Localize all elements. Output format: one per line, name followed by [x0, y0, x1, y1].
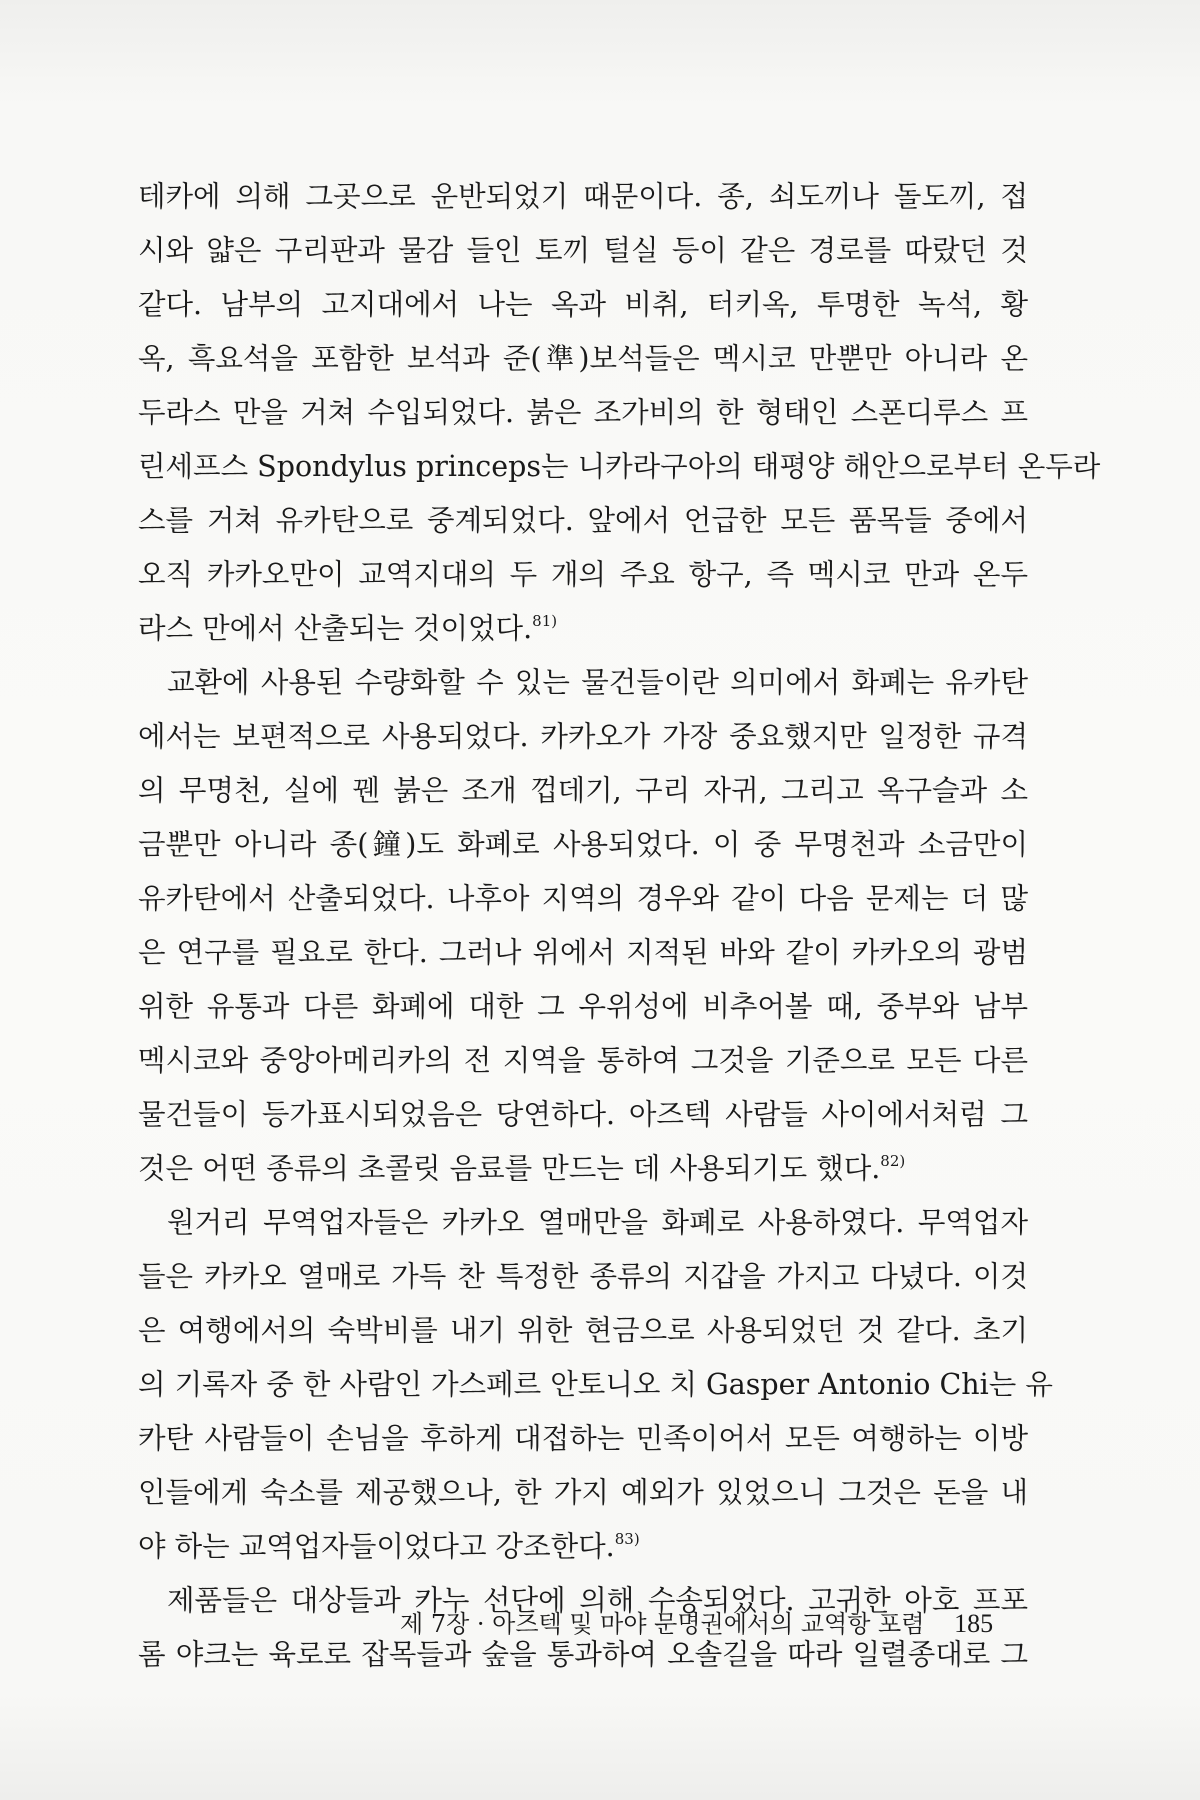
text-line [138, 1520, 1028, 1574]
text-line: 의 무명천, 실에 꿴 붉은 조개 껍데기, 구리 자귀, 그리고 옥구슬과 소 [138, 774, 1028, 807]
text-line: 카탄 사람들이 손님을 후하게 대접하는 민족이어서 모든 여행하는 이방 [138, 1422, 1028, 1455]
footnote-marker: 81) [532, 612, 558, 630]
text-line [138, 602, 1028, 656]
text-line: 두라스 만을 거쳐 수입되었다. 붉은 조가비의 한 형태인 스폰디루스 프 [138, 396, 1028, 429]
text-line: 교환에 사용된 수량화할 수 있는 물건들이란 의미에서 화폐는 유카탄 [167, 666, 1028, 699]
text-line: 물건들이 등가표시되었음은 당연하다. 아즈텍 사람들 사이에서처럼 그 [138, 1098, 1028, 1131]
page-number: 185 [954, 1609, 994, 1638]
paragraph-3 [138, 1196, 1053, 1574]
paragraph-1 [138, 170, 1101, 656]
text-line: 린세프스 Spondylus princeps는 니카라구아의 태평양 해안으로부터 온두라 [138, 450, 1101, 483]
body-text [138, 170, 1101, 1682]
text-line: 스를 거쳐 유카탄으로 중계되었다. 앞에서 언급한 모든 품목들 중에서 [138, 504, 1028, 537]
text-line: 들은 카카오 열매로 가득 찬 특정한 종류의 지갑을 가지고 다녔다. 이것 [138, 1260, 1028, 1293]
text-line: 금뿐만 아니라 종(鐘)도 화폐로 사용되었다. 이 중 무명천과 소금만이 [138, 828, 1028, 861]
text-line: 은 연구를 필요로 한다. 그러나 위에서 지적된 바와 같이 카카오의 광범 [138, 936, 1028, 969]
text-line [138, 1142, 1028, 1196]
text-line: 오직 카카오만이 교역지대의 두 개의 주요 항구, 즉 멕시코 만과 온두 [138, 558, 1028, 591]
footnote-marker: 83) [614, 1530, 640, 1548]
text-line: 제품들은 대상들과 카누 선단에 의해 수송되었다. 고귀한 아호 프포 [167, 1584, 1028, 1617]
chapter-title: 제 7장 · 아즈텍 및 마야 문명권에서의 교역항 포렴 [400, 1610, 925, 1638]
text-line: 테카에 의해 그곳으로 운반되었기 때문이다. 종, 쇠도끼나 돌도끼, 접 [138, 180, 1028, 213]
text-line: 시와 얇은 구리판과 물감 들인 토끼 털실 등이 같은 경로를 따랐던 것 [138, 234, 1028, 267]
text-line-content: 라스 만에서 산출되는 것이었다. [138, 612, 533, 645]
text-line: 위한 유통과 다른 화폐에 대한 그 우위성에 비추어볼 때, 중부와 남부 [138, 990, 1028, 1023]
text-line: 옥, 흑요석을 포함한 보석과 준(準)보석들은 멕시코 만뿐만 아니라 온 [138, 342, 1028, 375]
text-line: 의 기록자 중 한 사람인 가스페르 안토니오 치 Gasper Antonio Chi는 유 [138, 1368, 1053, 1401]
text-line: 롬 야크는 육로로 잡목들과 숲을 통과하여 오솔길을 따라 일렬종대로 그 [138, 1638, 1028, 1671]
text-line: 에서는 보편적으로 사용되었다. 카카오가 가장 중요했지만 일정한 규격 [138, 720, 1028, 753]
text-line: 은 여행에서의 숙박비를 내기 위한 현금으로 사용되었던 것 같다. 초기 [138, 1314, 1028, 1347]
running-footer [400, 1604, 1020, 1644]
footnote-marker: 82) [880, 1152, 906, 1170]
text-line: 원거리 무역업자들은 카카오 열매만을 화폐로 사용하였다. 무역업자 [167, 1206, 1028, 1239]
text-line: 멕시코와 중앙아메리카의 전 지역을 통하여 그것을 기준으로 모든 다른 [138, 1044, 1028, 1077]
text-line: 유카탄에서 산출되었다. 나후아 지역의 경우와 같이 다음 문제는 더 많 [138, 882, 1028, 915]
text-line-content: 것은 어떤 종류의 초콜릿 음료를 만드는 데 사용되기도 했다. [138, 1152, 881, 1185]
text-line: 인들에게 숙소를 제공했으나, 한 가지 예외가 있었으니 그것은 돈을 내 [138, 1476, 1028, 1509]
text-line-content: 야 하는 교역업자들이었다고 강조한다. [138, 1530, 615, 1563]
paragraph-2 [138, 656, 1028, 1196]
text-line: 같다. 남부의 고지대에서 나는 옥과 비취, 터키옥, 투명한 녹석, 황 [138, 288, 1028, 321]
